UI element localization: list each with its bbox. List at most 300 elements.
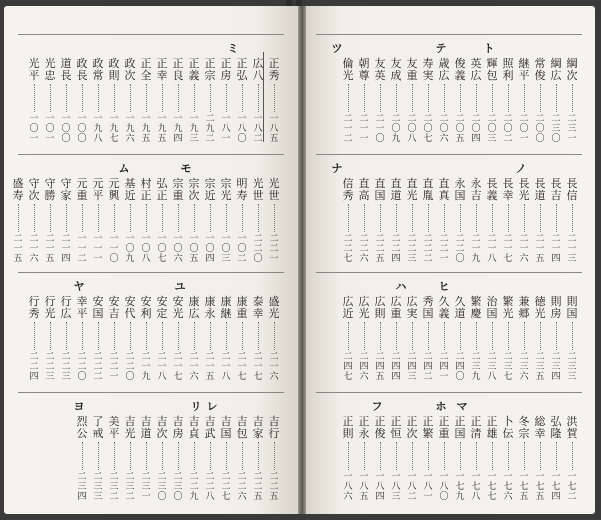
page-number: 二一八 xyxy=(157,352,167,382)
page-number: 二四三 xyxy=(407,352,417,382)
index-entry xyxy=(564,58,580,144)
index-entry xyxy=(452,416,468,502)
name-char: 繁 xyxy=(422,427,434,440)
page-number: 二二五 xyxy=(269,472,279,502)
index-entry xyxy=(202,178,218,264)
name-char: 吉 xyxy=(188,415,200,428)
name-char: 次 xyxy=(188,189,200,202)
index-entry xyxy=(186,416,202,502)
index-entry xyxy=(516,58,532,144)
page-number: 一八二 xyxy=(253,114,263,144)
page-number: 二三四 xyxy=(551,352,561,382)
dot-leader xyxy=(242,84,243,112)
index-entry xyxy=(154,416,170,502)
index-entry xyxy=(564,296,580,382)
index-entry xyxy=(532,416,548,502)
page-number: 一七五 xyxy=(535,472,545,502)
name-char: 卜 xyxy=(502,415,514,428)
name-char: 房 xyxy=(220,69,232,82)
index-entry xyxy=(404,178,420,264)
index-entry xyxy=(356,178,372,264)
name-char: 正 xyxy=(470,415,482,428)
name-char: 光 xyxy=(268,177,280,190)
dot-leader xyxy=(524,204,525,232)
kana-heading: ハ xyxy=(395,280,407,293)
index-entry xyxy=(42,58,58,144)
page-number: 二三〇 xyxy=(173,472,183,502)
name-char: 守 xyxy=(28,177,40,190)
name-char: 安 xyxy=(156,295,168,308)
name-char: 宗 xyxy=(518,427,530,440)
dot-leader xyxy=(34,322,35,350)
name-char: 公 xyxy=(76,427,88,440)
dot-leader xyxy=(540,322,541,350)
dot-leader xyxy=(524,84,525,112)
dot-leader xyxy=(412,84,413,112)
page-number: 二四四 xyxy=(391,352,401,382)
page-number: 一九五 xyxy=(157,114,167,144)
dot-leader xyxy=(194,204,195,232)
dot-leader xyxy=(444,204,445,232)
kana-heading: ナ xyxy=(331,162,343,175)
index-entry xyxy=(250,178,266,264)
kana-heading: リ xyxy=(190,400,202,413)
name-char: 美 xyxy=(108,415,120,428)
dot-leader xyxy=(258,204,259,232)
page-number: 二一八 xyxy=(487,234,497,264)
name-char: 冬 xyxy=(518,415,530,428)
index-entry xyxy=(74,296,90,382)
name-char: 長 xyxy=(502,177,514,190)
index-entry xyxy=(90,296,106,382)
name-char: 秀 xyxy=(422,295,434,308)
index-entry xyxy=(170,178,186,264)
name-char: 正 xyxy=(438,415,450,428)
kana-heading: テ xyxy=(435,42,447,55)
page-number: 一九六 xyxy=(125,114,135,144)
name-char: 正 xyxy=(422,415,434,428)
name-char: 幸 xyxy=(252,307,264,320)
index-entry xyxy=(186,178,202,264)
page-number: 二三〇 xyxy=(551,114,561,144)
page-number: 二一九 xyxy=(471,234,481,264)
index-entry xyxy=(500,58,516,144)
name-char: 平 xyxy=(76,307,88,320)
page-number: 一八四 xyxy=(375,472,385,502)
name-char: 尊 xyxy=(358,69,370,82)
index-entry xyxy=(372,416,388,502)
dot-leader xyxy=(194,322,195,350)
index-entry xyxy=(202,58,218,144)
index-entry xyxy=(420,296,436,382)
name-char: 雄 xyxy=(486,427,498,440)
index-entry xyxy=(154,178,170,264)
name-char: 信 xyxy=(566,189,578,202)
name-char: 正 xyxy=(268,57,280,70)
name-char: 弘 xyxy=(236,69,248,82)
index-entry xyxy=(516,178,532,264)
dot-leader xyxy=(492,442,493,470)
name-char: 寿 xyxy=(236,189,248,202)
name-char: 泰 xyxy=(252,295,264,308)
page-number: 二一三 xyxy=(567,234,577,264)
page-number: 一九四 xyxy=(173,114,183,144)
index-entry xyxy=(500,416,516,502)
index-entry xyxy=(170,296,186,382)
page-number: 一一一 xyxy=(93,234,103,264)
index-entry xyxy=(420,416,436,502)
dot-leader xyxy=(444,84,445,112)
section-rule xyxy=(316,392,582,393)
index-entry xyxy=(90,58,106,144)
name-char: 郷 xyxy=(518,307,530,320)
page-number: 二〇九 xyxy=(391,114,401,144)
name-char: 寿 xyxy=(12,189,24,202)
name-char: 次 xyxy=(156,427,168,440)
dot-leader xyxy=(274,204,275,232)
dot-leader xyxy=(428,204,429,232)
page-number: 二二〇 xyxy=(77,352,87,382)
name-char: 次 xyxy=(406,427,418,440)
name-char: 広 xyxy=(406,295,418,308)
dot-leader xyxy=(34,204,35,232)
index-entry xyxy=(58,178,74,264)
kana-heading: マ xyxy=(456,400,468,413)
page-number: 二三二 xyxy=(125,472,135,502)
name-char: 清 xyxy=(470,427,482,440)
name-char: 正 xyxy=(406,415,418,428)
name-char: 定 xyxy=(156,307,168,320)
name-char: 繁 xyxy=(502,295,514,308)
dot-leader xyxy=(258,84,259,112)
dot-leader xyxy=(226,322,227,350)
dot-leader xyxy=(492,204,493,232)
page-number: 二一五 xyxy=(535,234,545,264)
name-char: 友 xyxy=(390,57,402,70)
name-char: 幸 xyxy=(502,189,514,202)
section-rule xyxy=(316,34,582,35)
name-char: 広 xyxy=(438,69,450,82)
index-section xyxy=(18,34,284,144)
dot-leader xyxy=(476,204,477,232)
index-entry xyxy=(154,296,170,382)
index-entry xyxy=(452,296,468,382)
index-entry xyxy=(234,416,250,502)
entry-columns xyxy=(340,178,580,264)
dot-leader xyxy=(444,322,445,350)
name-char: 光 xyxy=(358,307,370,320)
index-entry xyxy=(516,416,532,502)
index-entry xyxy=(26,178,42,264)
name-char: 胤 xyxy=(422,189,434,202)
index-entry xyxy=(484,416,500,502)
dot-leader xyxy=(162,84,163,112)
page-number: 一〇八 xyxy=(141,234,151,264)
name-char: 平 xyxy=(28,69,40,82)
page-number: 一〇七 xyxy=(157,234,167,264)
name-char: 宗 xyxy=(188,177,200,190)
dot-leader xyxy=(98,442,99,470)
page-number: 二三三 xyxy=(93,472,103,502)
entry-columns xyxy=(26,296,282,382)
name-char: 永 xyxy=(470,177,482,190)
page-number: 二一五 xyxy=(13,234,23,264)
index-section xyxy=(316,34,582,144)
name-char: 重 xyxy=(390,307,402,320)
entry-columns xyxy=(340,416,580,502)
dot-leader xyxy=(258,442,259,470)
index-entry xyxy=(468,58,484,144)
index-entry xyxy=(106,296,122,382)
index-entry xyxy=(202,416,218,502)
name-char: 俊 xyxy=(374,427,386,440)
name-char: 吉 xyxy=(236,415,248,428)
page-number: 二二三 xyxy=(45,352,55,382)
name-char: 倫 xyxy=(342,57,354,70)
dot-leader xyxy=(396,204,397,232)
name-char: 幸 xyxy=(76,295,88,308)
name-char: 平 xyxy=(518,69,530,82)
name-char: 国 xyxy=(454,427,466,440)
page-number: 二三二 xyxy=(109,472,119,502)
name-char: 吉 xyxy=(172,415,184,428)
dot-leader xyxy=(226,442,227,470)
name-char: 正 xyxy=(454,415,466,428)
name-char: 広 xyxy=(390,295,402,308)
name-char: 正 xyxy=(374,415,386,428)
name-char: 直 xyxy=(406,177,418,190)
page-number: 一一〇 xyxy=(109,234,119,264)
index-entry xyxy=(564,178,580,264)
page-number: 一七六 xyxy=(503,472,513,502)
index-entry xyxy=(122,58,138,144)
page-number: 二三七 xyxy=(503,352,513,382)
page-number: 二〇六 xyxy=(439,114,449,144)
page-number: 二一六 xyxy=(269,352,279,382)
section-rule xyxy=(18,392,284,393)
page-number: 二一六 xyxy=(519,234,529,264)
section-rule xyxy=(316,272,582,273)
dot-leader xyxy=(396,84,397,112)
page-number: 一八五 xyxy=(359,472,369,502)
name-char: 盛 xyxy=(268,295,280,308)
name-char: 吉 xyxy=(140,415,152,428)
index-entry xyxy=(218,296,234,382)
name-char: 秀 xyxy=(28,307,40,320)
name-char: 正 xyxy=(188,57,200,70)
dot-leader xyxy=(428,84,429,112)
page-number: 一八一 xyxy=(221,114,231,144)
dot-leader xyxy=(194,442,195,470)
name-char: 国 xyxy=(566,307,578,320)
dot-leader xyxy=(348,442,349,470)
name-char: 光 xyxy=(268,307,280,320)
dot-leader xyxy=(364,442,365,470)
dot-leader xyxy=(178,442,179,470)
name-char: 道 xyxy=(60,57,72,70)
kana-heading: レ xyxy=(206,400,218,413)
name-char: 正 xyxy=(204,57,216,70)
index-section xyxy=(18,272,284,382)
dot-leader xyxy=(508,84,509,112)
index-entry xyxy=(90,416,106,502)
index-section xyxy=(316,154,582,264)
dot-leader xyxy=(114,442,115,470)
name-char: 次 xyxy=(566,69,578,82)
index-entry xyxy=(122,296,138,382)
name-char: 朝 xyxy=(358,57,370,70)
dot-leader xyxy=(82,442,83,470)
page-number: 二三四 xyxy=(77,472,87,502)
page-number: 一〇一 xyxy=(29,114,39,144)
name-char: 宗 xyxy=(220,177,232,190)
index-entry xyxy=(218,58,234,144)
dot-leader xyxy=(476,442,477,470)
name-char: 村 xyxy=(140,177,152,190)
name-char: 正 xyxy=(358,415,370,428)
page-number: 二二五 xyxy=(375,234,385,264)
name-char: 広 xyxy=(374,295,386,308)
page-number: 二四二 xyxy=(423,352,433,382)
index-entry xyxy=(42,296,58,382)
dot-leader xyxy=(82,84,83,112)
entry-columns xyxy=(10,178,282,264)
name-char: 伝 xyxy=(502,427,514,440)
name-char: 元 xyxy=(108,177,120,190)
index-section xyxy=(18,392,284,502)
kana-heading: ユ xyxy=(174,280,186,293)
page-number: 二二一 xyxy=(439,234,449,264)
name-char: 永 xyxy=(204,307,216,320)
page-number: 二二八 xyxy=(205,472,215,502)
page-number: 二〇一 xyxy=(519,114,529,144)
dot-leader xyxy=(130,322,131,350)
index-entry xyxy=(266,416,282,502)
name-char: 康 xyxy=(188,295,200,308)
name-char: 則 xyxy=(550,295,562,308)
dot-leader xyxy=(540,442,541,470)
name-char: 秀 xyxy=(342,189,354,202)
kana-heading: ミ xyxy=(227,42,239,55)
name-char: 安 xyxy=(108,295,120,308)
page-number: 二二六 xyxy=(237,472,247,502)
dot-leader xyxy=(210,322,211,350)
name-char: 重 xyxy=(172,189,184,202)
dot-leader xyxy=(130,84,131,112)
name-char: 八 xyxy=(252,69,264,82)
page-number: 一八〇 xyxy=(439,472,449,502)
page-number: 二一七 xyxy=(237,352,247,382)
right-page xyxy=(306,6,595,514)
index-entry xyxy=(234,58,250,144)
page-number: 一八〇 xyxy=(237,114,247,144)
dot-leader xyxy=(492,84,493,112)
page-number: 一〇五 xyxy=(189,234,199,264)
page-number: 一九八 xyxy=(93,114,103,144)
page-number: 二二三 xyxy=(61,352,71,382)
index-entry xyxy=(372,58,388,144)
name-char: 継 xyxy=(518,57,530,70)
name-char: 直 xyxy=(390,177,402,190)
name-char: 長 xyxy=(60,69,72,82)
index-entry xyxy=(202,296,218,382)
name-char: 俊 xyxy=(454,57,466,70)
name-char: 吉 xyxy=(108,307,120,320)
dot-leader xyxy=(34,84,35,112)
dot-leader xyxy=(210,442,211,470)
name-char: 恒 xyxy=(390,427,402,440)
index-entry xyxy=(250,296,266,382)
index-entry xyxy=(388,178,404,264)
index-entry xyxy=(122,416,138,502)
index-entry xyxy=(564,416,580,502)
page-number: 一〇九 xyxy=(125,234,135,264)
name-char: 次 xyxy=(124,69,136,82)
name-char: 寿 xyxy=(422,57,434,70)
index-entry xyxy=(234,178,250,264)
name-char: 隆 xyxy=(550,427,562,440)
dot-leader xyxy=(98,84,99,112)
page-number: 二一九 xyxy=(141,352,151,382)
page-number: 二一七 xyxy=(173,352,183,382)
page-number: 二四六 xyxy=(359,352,369,382)
name-char: 常 xyxy=(534,57,546,70)
dot-leader xyxy=(178,84,179,112)
name-char: 兼 xyxy=(518,295,530,308)
name-char: 直 xyxy=(438,177,450,190)
name-char: 吉 xyxy=(470,189,482,202)
name-char: 長 xyxy=(518,177,530,190)
dot-leader xyxy=(460,84,461,112)
index-entry xyxy=(154,58,170,144)
name-char: 幸 xyxy=(534,427,546,440)
name-char: 長 xyxy=(566,177,578,190)
name-char: 秀 xyxy=(268,69,280,82)
index-entry xyxy=(266,178,282,264)
name-char: 基 xyxy=(124,177,136,190)
kana-heading: ツ xyxy=(331,42,343,55)
dot-leader xyxy=(508,204,509,232)
kana-heading: ホ xyxy=(435,400,447,413)
page-number: 一九三 xyxy=(189,114,199,144)
dot-leader xyxy=(98,322,99,350)
name-char: 道 xyxy=(454,307,466,320)
name-char: 利 xyxy=(140,307,152,320)
name-char: 広 xyxy=(252,57,264,70)
name-char: 広 xyxy=(550,69,562,82)
name-char: 則 xyxy=(374,307,386,320)
page-number: 一八一 xyxy=(423,472,433,502)
name-char: 継 xyxy=(220,307,232,320)
page-number: 二一七 xyxy=(253,352,263,382)
dot-leader xyxy=(242,322,243,350)
dot-leader xyxy=(476,84,477,112)
name-char: 国 xyxy=(486,307,498,320)
name-char: 実 xyxy=(406,307,418,320)
index-entry xyxy=(26,58,42,144)
index-entry xyxy=(372,296,388,382)
page-number: 二四五 xyxy=(375,352,385,382)
dot-leader xyxy=(18,204,19,232)
name-char: 房 xyxy=(172,427,184,440)
index-entry xyxy=(468,416,484,502)
index-entry xyxy=(404,58,420,144)
index-entry xyxy=(532,296,548,382)
dot-leader xyxy=(556,322,557,350)
dot-leader xyxy=(556,84,557,112)
dot-leader xyxy=(66,204,67,232)
page-number: 二〇七 xyxy=(423,114,433,144)
